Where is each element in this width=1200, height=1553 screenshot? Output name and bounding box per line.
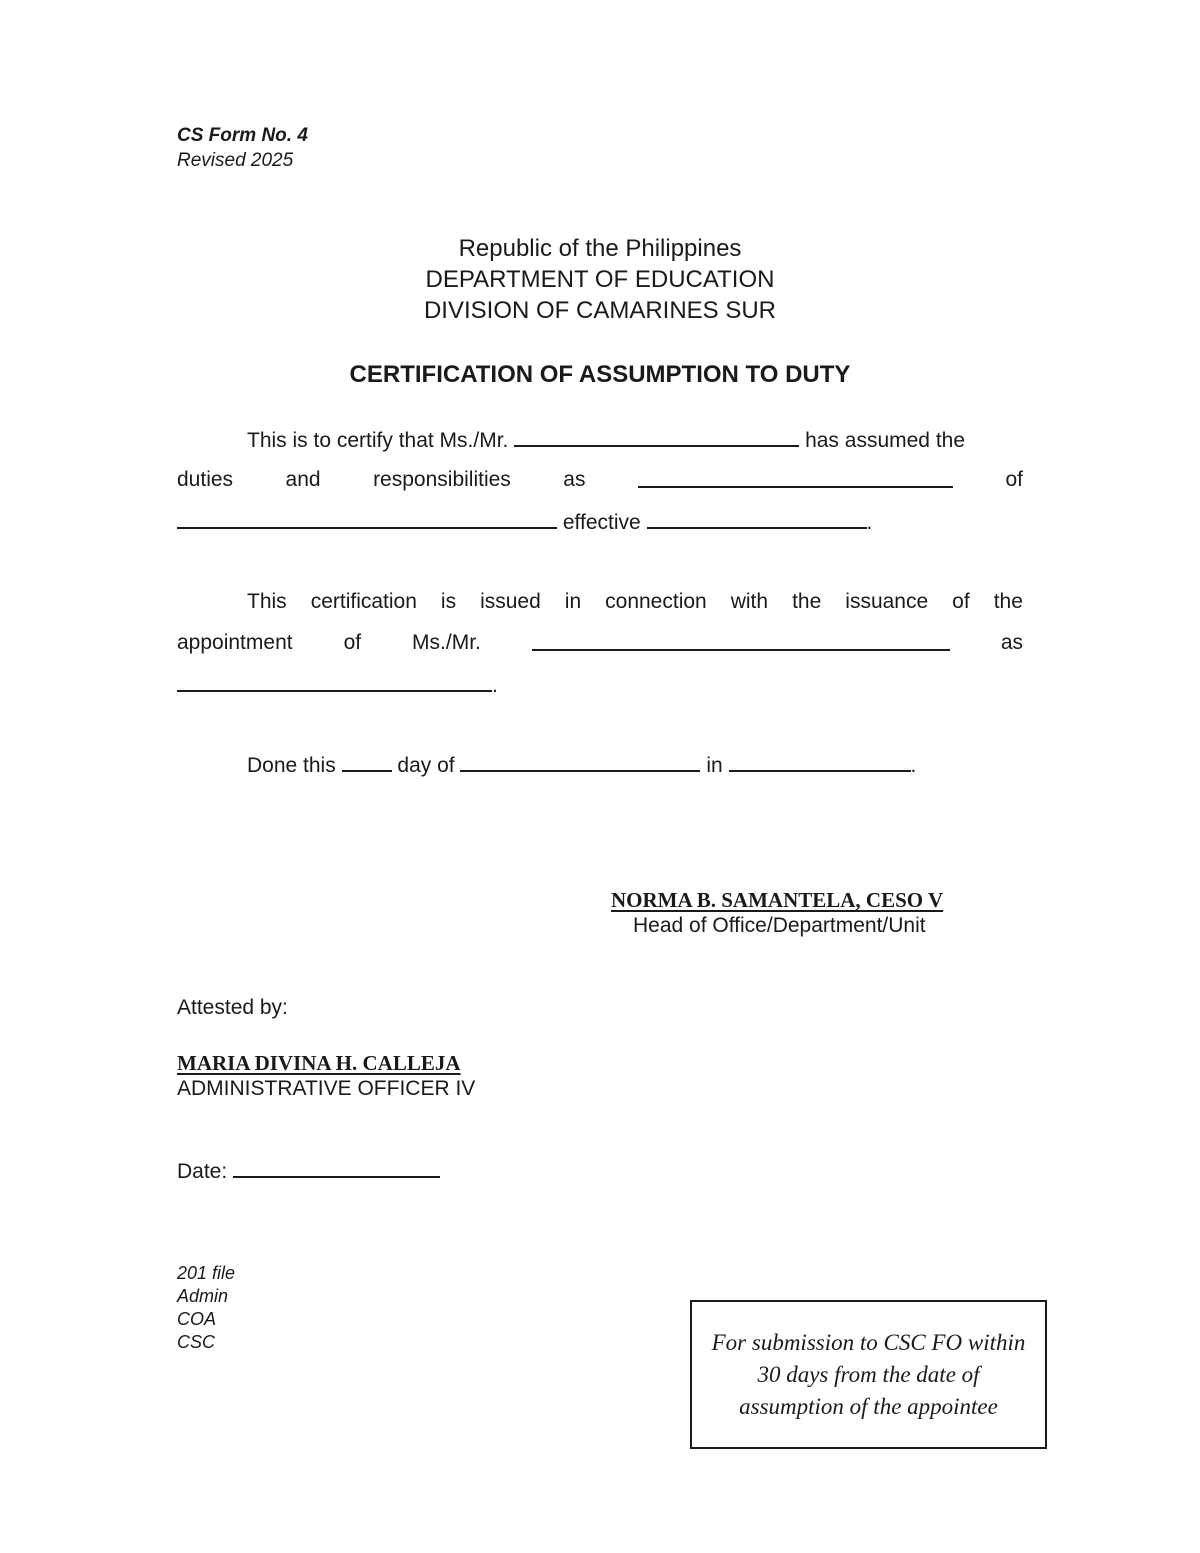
- word: with: [730, 590, 769, 613]
- word: This: [247, 590, 287, 613]
- day-of-label: day of: [397, 754, 455, 777]
- word: appointment: [177, 631, 293, 654]
- paragraph1-line2: [177, 468, 1023, 492]
- period: .: [910, 754, 917, 777]
- day-blank[interactable]: [342, 752, 392, 772]
- attester-position: ADMINISTRATIVE OFFICER IV: [177, 1077, 476, 1100]
- department-heading: DEPARTMENT OF EDUCATION: [425, 266, 775, 293]
- word: is: [440, 590, 457, 613]
- word: certification: [310, 590, 417, 613]
- submission-note-text: For submission to CSC FO within 30 days from the date of assumption of the appointee: [711, 1329, 1026, 1419]
- division-heading: DIVISION OF CAMARINES SUR: [423, 297, 777, 324]
- signatory-position: Head of Office/Department/Unit: [633, 914, 926, 937]
- word: issued: [480, 590, 541, 613]
- paragraph1-line1: [247, 427, 965, 453]
- in-label: in: [706, 754, 723, 777]
- word: issuance: [845, 590, 929, 613]
- date-label: Date:: [177, 1160, 228, 1183]
- word: of: [952, 590, 970, 613]
- office-blank[interactable]: [177, 509, 557, 529]
- word: responsibilities: [373, 468, 511, 491]
- word: duties: [177, 468, 234, 491]
- appointee-name-blank[interactable]: [514, 427, 799, 447]
- paragraph2-line1: [247, 590, 1023, 614]
- word: as: [563, 468, 586, 491]
- signatory-name: NORMA B. SAMANTELA, CESO V: [611, 888, 944, 912]
- paragraph1-assumed: has assumed the: [805, 429, 966, 452]
- submission-note-box: [690, 1300, 1047, 1449]
- attested-label: Attested by:: [177, 996, 288, 1019]
- list-item: Admin: [177, 1286, 229, 1306]
- word: the: [792, 590, 822, 613]
- effective-label: effective: [562, 511, 641, 534]
- appointee-name-blank-2[interactable]: [532, 631, 950, 651]
- word: Ms./Mr.: [412, 631, 481, 654]
- word: as: [1000, 631, 1023, 654]
- paragraph1-line3: [177, 509, 872, 535]
- month-year-blank[interactable]: [460, 752, 700, 772]
- form-revision: Revised 2025: [177, 150, 294, 171]
- done-line: [247, 752, 916, 778]
- republic-heading: Republic of the Philippines: [458, 235, 742, 262]
- document-title: CERTIFICATION OF ASSUMPTION TO DUTY: [349, 361, 851, 388]
- paragraph1-lead: This is to certify that Ms./Mr.: [247, 429, 509, 452]
- period: .: [492, 674, 498, 697]
- period: .: [866, 511, 873, 534]
- done-lead: Done this: [247, 754, 336, 777]
- copy-furnished-list: [177, 1262, 235, 1354]
- word: in: [564, 590, 582, 613]
- list-item: COA: [177, 1309, 217, 1329]
- word: the: [993, 590, 1023, 613]
- word: of: [1005, 468, 1023, 491]
- form-number: CS Form No. 4: [177, 125, 308, 146]
- position-blank-2[interactable]: [177, 672, 492, 692]
- date-line: [177, 1158, 440, 1184]
- attester-name: MARIA DIVINA H. CALLEJA: [177, 1051, 461, 1075]
- place-blank[interactable]: [729, 752, 911, 772]
- paragraph2-line3: [177, 672, 498, 698]
- position-blank[interactable]: [638, 468, 953, 488]
- paragraph2-line2: [177, 631, 1023, 655]
- word: and: [285, 468, 321, 491]
- effective-date-blank[interactable]: [647, 509, 867, 529]
- list-item: 201 file: [177, 1263, 236, 1283]
- date-blank[interactable]: [233, 1158, 440, 1178]
- list-item: CSC: [177, 1332, 216, 1352]
- word: connection: [605, 590, 707, 613]
- word: of: [343, 631, 362, 654]
